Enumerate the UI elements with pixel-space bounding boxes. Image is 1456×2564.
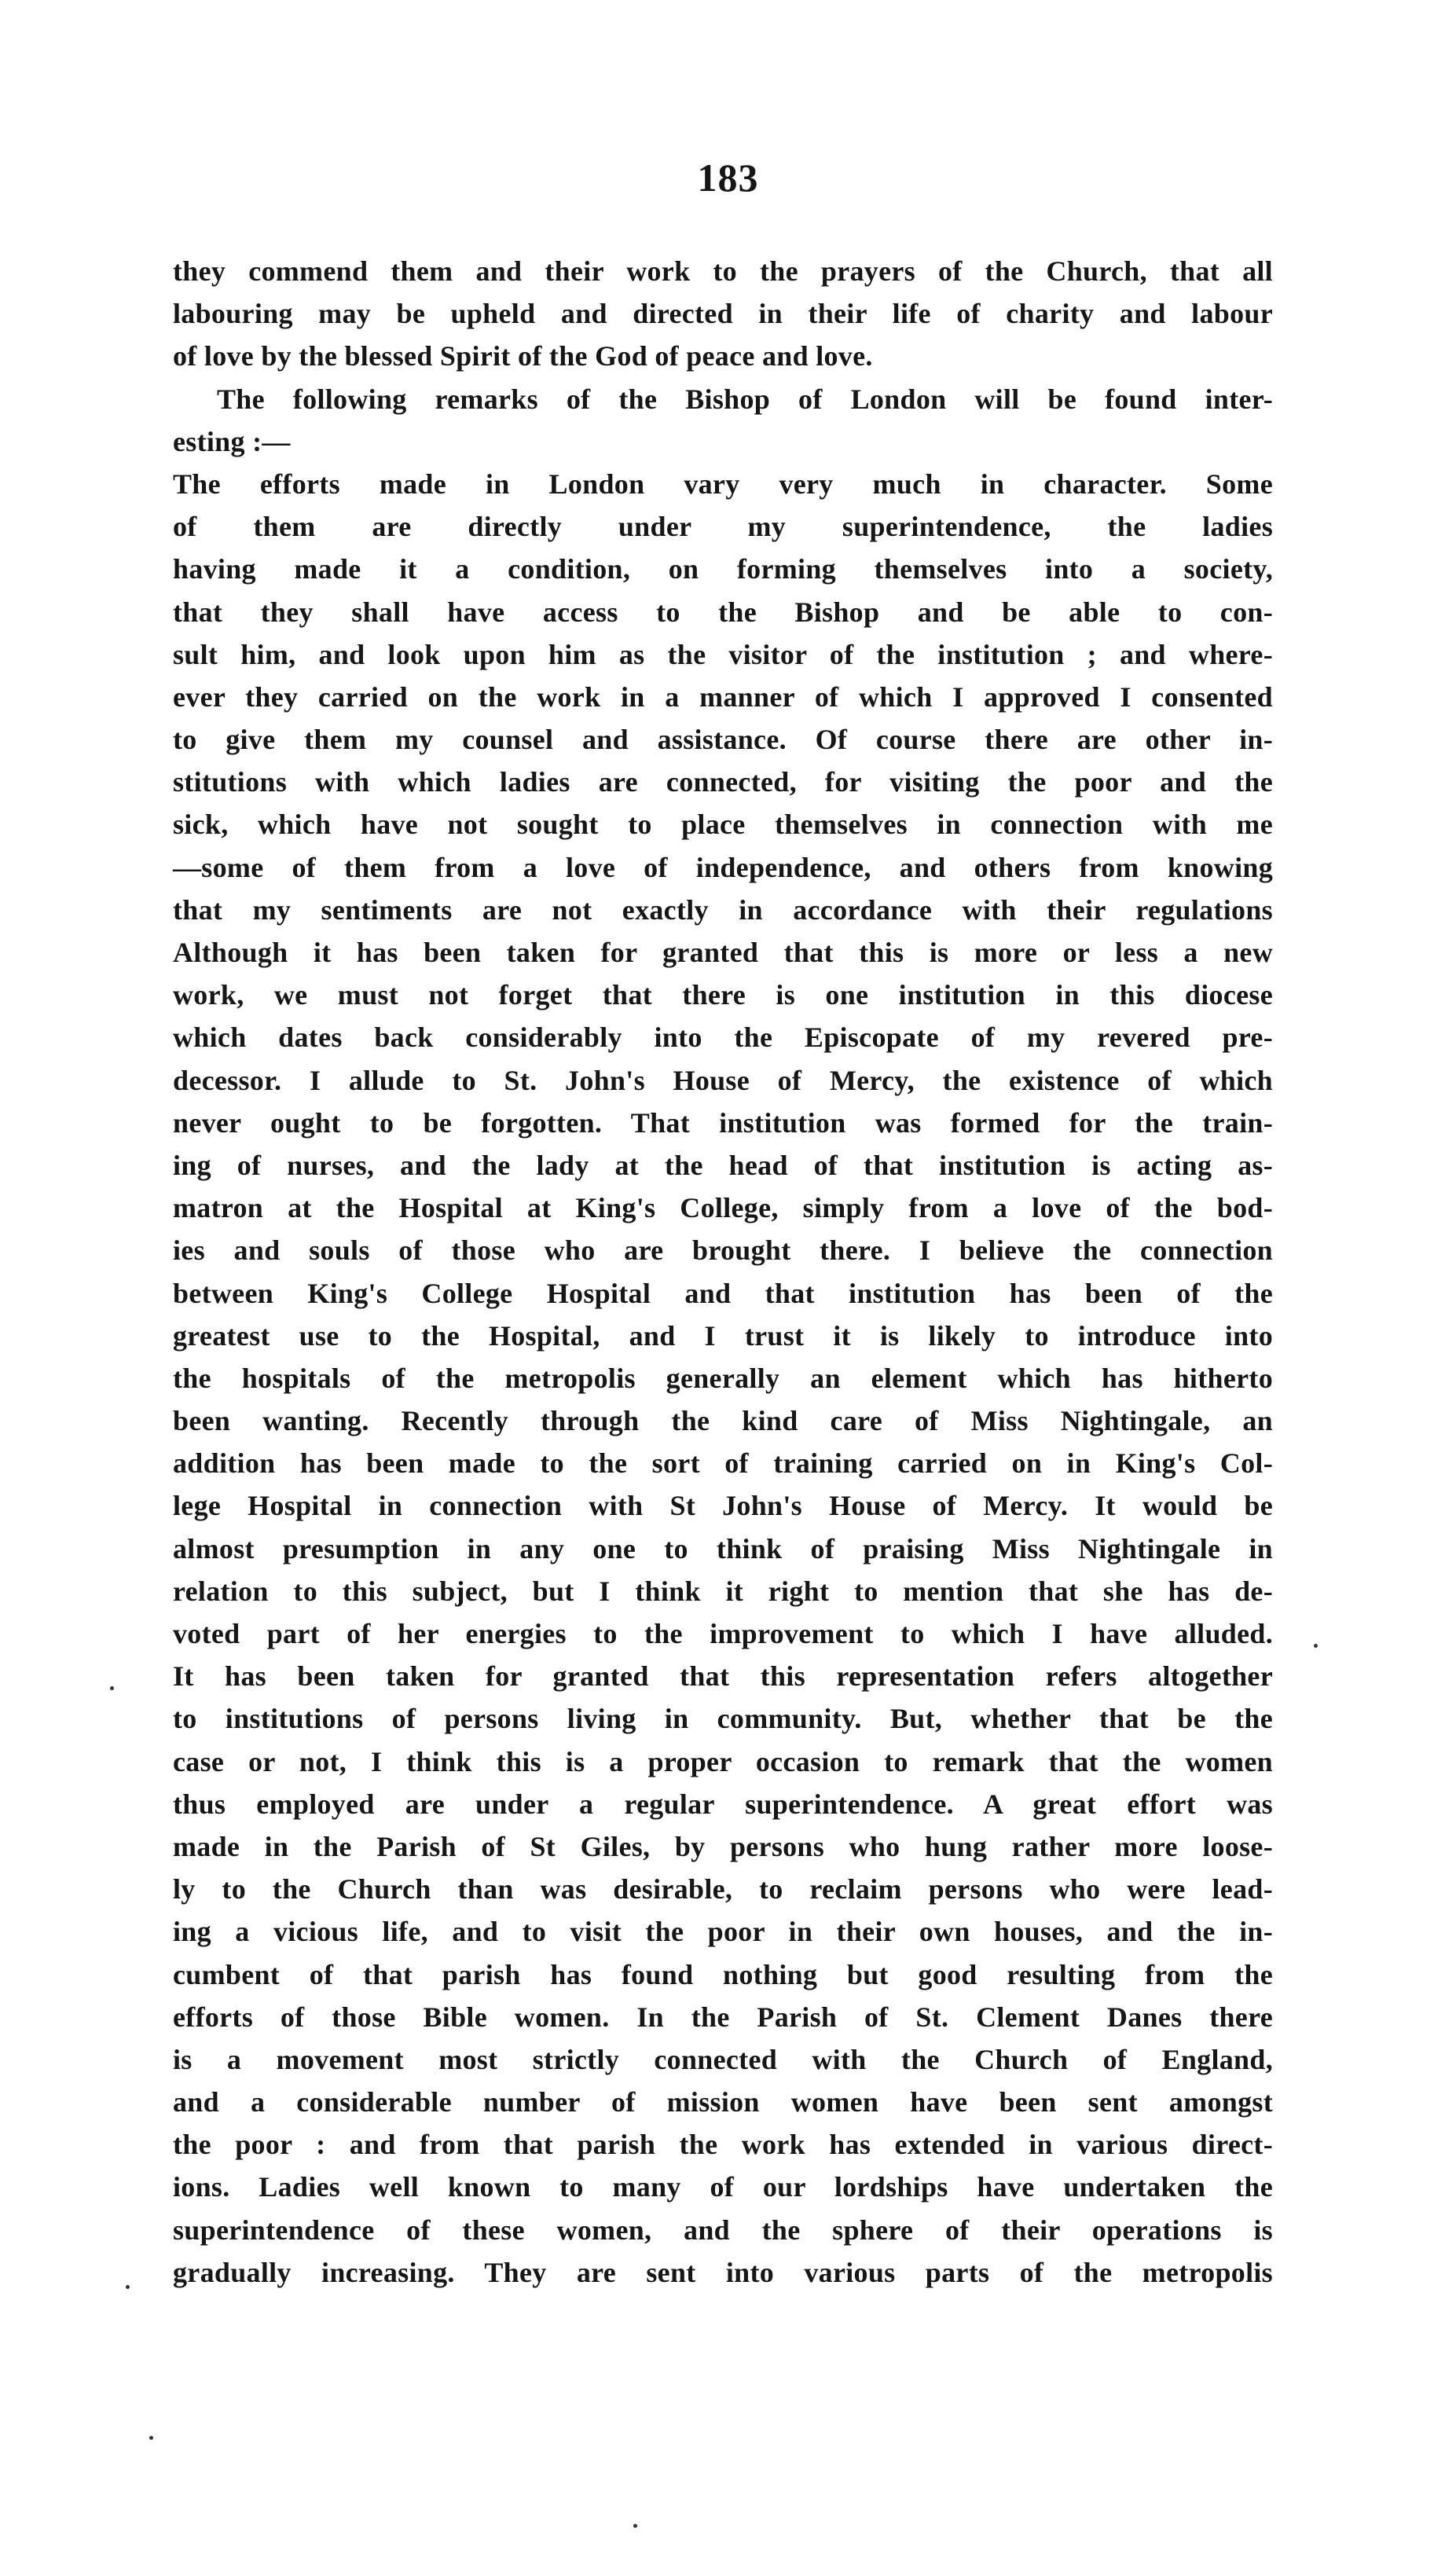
page-number: 183 bbox=[697, 156, 759, 200]
text-line: addition has been made to the sort of training carried on in King's Col- bbox=[173, 1447, 1273, 1480]
text-line: between King's College Hospital and that institution has been of the bbox=[173, 1277, 1273, 1309]
text-line: cumbent of that parish has found nothing but good resulting from the bbox=[173, 1958, 1273, 1990]
text-line: thus employed are under a regular superintendence. A great effort was bbox=[173, 1788, 1273, 1820]
text-line: work, we must not forget that there is one institution in this diocese bbox=[173, 979, 1273, 1011]
text-line: ions. Ladies well known to many of our lordships have undertaken the bbox=[173, 2171, 1273, 2203]
text-line: case or not, I think this is a proper occasion to remark that the women bbox=[173, 1745, 1273, 1777]
text-line: matron at the Hospital at King's College, simply from a love of the bod- bbox=[173, 1192, 1273, 1224]
text-line: that my sentiments are not exactly in accordance with their regulations bbox=[173, 893, 1273, 926]
text-line: that they shall have access to the Bishop and be able to con- bbox=[173, 596, 1273, 628]
text-line: the poor : and from that parish the work has extended in various direct- bbox=[173, 2129, 1273, 2161]
speck-mark bbox=[633, 2524, 637, 2528]
text-line: —some of them from a love of independence, and others from knowing bbox=[173, 851, 1273, 883]
text-line: relation to this subject, but I think it right to mention that she has de- bbox=[173, 1575, 1273, 1607]
text-line: lege Hospital in connection with St John's House of Mercy. It would be bbox=[173, 1490, 1273, 1522]
text-line: gradually increasing. They are sent into various parts of the metropolis bbox=[173, 2256, 1273, 2288]
text-line: of love by the blessed Spirit of the God of peace and love. bbox=[173, 340, 873, 372]
body-text bbox=[173, 250, 1273, 2294]
text-line: ing a vicious life, and to visit the poor in their own houses, and the in- bbox=[173, 1916, 1273, 1948]
text-line: to institutions of persons living in community. But, whether that be the bbox=[173, 1703, 1273, 1735]
text-line: efforts of those Bible women. In the Parish of St. Clement Danes there bbox=[173, 2001, 1273, 2033]
text-line: ies and souls of those who are brought there. I believe the connection bbox=[173, 1234, 1273, 1267]
text-line: which dates back considerably into the Episcopate of my revered pre- bbox=[173, 1022, 1273, 1054]
text-line: voted part of her energies to the improvement to which I have alluded. bbox=[173, 1618, 1273, 1649]
text-line: they commend them and their work to the prayers of the Church, that all bbox=[173, 255, 1273, 287]
text-line: ever they carried on the work in a manner of which I approved I consented bbox=[173, 680, 1273, 713]
text-line: made in the Parish of St Giles, by persons who hung rather more loose- bbox=[173, 1830, 1273, 1862]
text-line: sick, which have not sought to place themselves in connection with me bbox=[173, 809, 1273, 841]
text-line: The following remarks of the Bishop of London will be found inter- bbox=[217, 383, 1273, 415]
text-line: having made it a condition, on forming themselves into a society, bbox=[173, 553, 1273, 585]
text-line: been wanting. Recently through the kind care of Miss Nightingale, an bbox=[173, 1405, 1273, 1437]
text-line: Although it has been taken for granted that this is more or less a new bbox=[173, 937, 1273, 968]
text-line: decessor. I allude to St. John's House of Mercy, the existence of which bbox=[173, 1064, 1273, 1096]
text-line: sult him, and look upon him as the visitor of the institution ; and where- bbox=[173, 638, 1273, 670]
text-line: It has been taken for granted that this representation refers altogether bbox=[173, 1660, 1273, 1693]
text-line: and a considerable number of mission women have been sent amongst bbox=[173, 2086, 1273, 2118]
speck-mark bbox=[149, 2436, 153, 2440]
text-line: esting :— bbox=[173, 425, 291, 457]
speck-mark bbox=[110, 1686, 114, 1690]
text-line: is a movement most strictly connected with the Church of England, bbox=[173, 2043, 1273, 2075]
text-line: to give them my counsel and assistance. Of course there are other in- bbox=[173, 724, 1273, 756]
text-line: superintendence of these women, and the sphere of their operations is bbox=[173, 2214, 1273, 2246]
text-line: ing of nurses, and the lady at the head of that institution is acting as- bbox=[173, 1149, 1273, 1181]
text-line: never ought to be forgotten. That institution was formed for the train- bbox=[173, 1106, 1273, 1139]
text-line: the hospitals of the metropolis generally an element which has hitherto bbox=[173, 1362, 1273, 1394]
text-line: almost presumption in any one to think of praising Miss Nightingale in bbox=[173, 1532, 1273, 1564]
speck-mark bbox=[126, 2285, 130, 2289]
text-line: The efforts made in London vary very much in character. Some bbox=[173, 468, 1273, 500]
text-line: stitutions with which ladies are connected, for visiting the poor and the bbox=[173, 766, 1273, 798]
text-line: labouring may be upheld and directed in their life of charity and labour bbox=[173, 298, 1273, 330]
text-line: greatest use to the Hospital, and I trust it is likely to introduce into bbox=[173, 1319, 1273, 1352]
text-line: ly to the Church than was desirable, to reclaim persons who were lead- bbox=[173, 1873, 1273, 1906]
text-line: of them are directly under my superintendence, the ladies bbox=[173, 511, 1273, 543]
speck-mark bbox=[1314, 1644, 1318, 1648]
